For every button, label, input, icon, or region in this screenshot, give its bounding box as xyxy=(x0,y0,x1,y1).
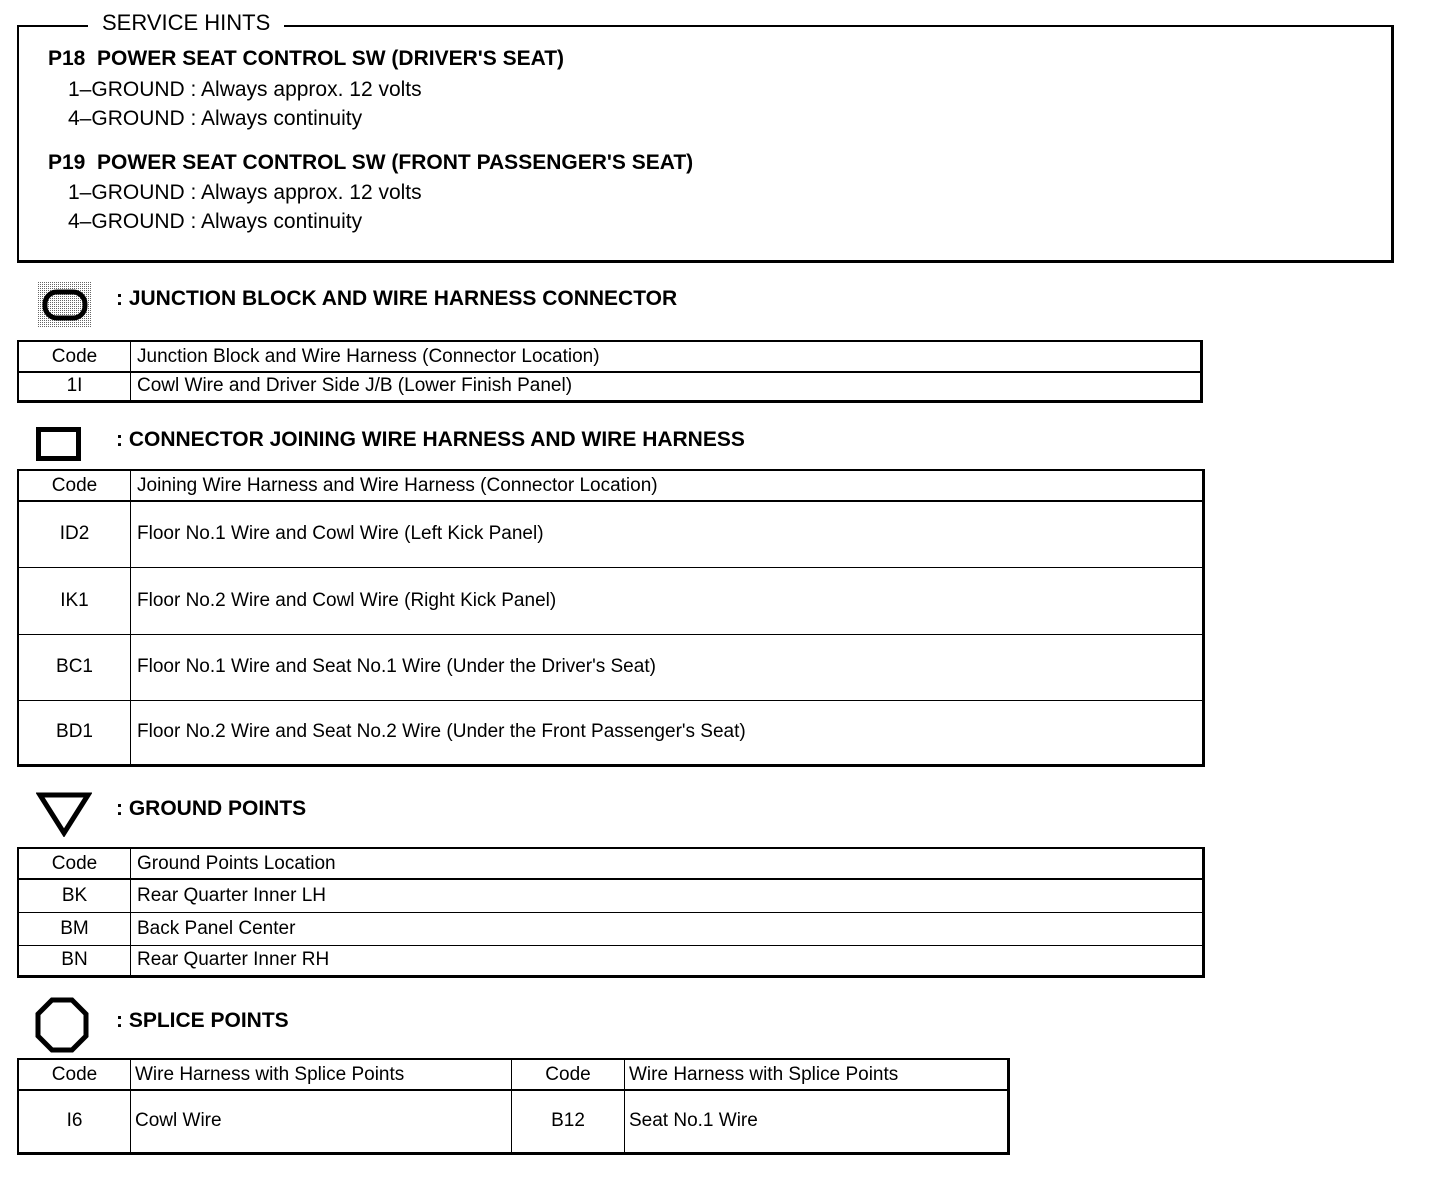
splice-section-title: : SPLICE POINTS xyxy=(116,1009,289,1032)
header-code: Code xyxy=(18,470,131,501)
header-code: Code xyxy=(18,341,131,372)
service-hints-title: SERVICE HINTS xyxy=(88,10,284,36)
cell-harness: Cowl Wire xyxy=(131,1090,512,1153)
table-row xyxy=(18,501,1204,567)
cell-location: Floor No.2 Wire and Cowl Wire (Right Kick Panel) xyxy=(131,567,1204,634)
header-code: Code xyxy=(18,848,131,879)
cell-code: B12 xyxy=(512,1090,625,1153)
cell-code: ID2 xyxy=(18,501,131,567)
splice-table xyxy=(17,1058,1010,1155)
header-code: Code xyxy=(512,1059,625,1090)
hint-line: 1–GROUND : Always approx. 12 volts xyxy=(68,181,422,204)
table-row xyxy=(18,945,1204,976)
header-location: Junction Block and Wire Harness (Connector Location) xyxy=(131,341,1202,372)
ground-table xyxy=(17,847,1205,978)
table-row xyxy=(18,567,1204,634)
cell-location: Back Panel Center xyxy=(131,912,1204,945)
ground-triangle-icon xyxy=(36,791,92,837)
header-harness: Wire Harness with Splice Points xyxy=(131,1059,512,1090)
header-code: Code xyxy=(18,1059,131,1090)
splice-octagon-icon xyxy=(35,997,89,1053)
table-row xyxy=(18,634,1204,700)
cell-harness: Seat No.1 Wire xyxy=(625,1090,1009,1153)
cell-code: BK xyxy=(18,879,131,912)
junction-block-icon xyxy=(38,282,92,328)
cell-location: Rear Quarter Inner RH xyxy=(131,945,1204,976)
hint-heading-p18: P18 POWER SEAT CONTROL SW (DRIVER'S SEAT) xyxy=(48,47,565,70)
hint-heading-p19: P19 POWER SEAT CONTROL SW (FRONT PASSENGER'S SEAT) xyxy=(48,151,694,174)
hint-line: 4–GROUND : Always continuity xyxy=(68,210,363,233)
cell-code: BM xyxy=(18,912,131,945)
table-row xyxy=(18,372,1202,401)
junction-section-title: : JUNCTION BLOCK AND WIRE HARNESS CONNECTOR xyxy=(116,287,678,310)
cell-code: 1I xyxy=(18,372,131,401)
junction-table xyxy=(17,340,1203,403)
cell-code: BC1 xyxy=(18,634,131,700)
table-row xyxy=(18,700,1204,765)
cell-code: IK1 xyxy=(18,567,131,634)
cell-location: Floor No.2 Wire and Seat No.2 Wire (Under the Front Passenger's Seat) xyxy=(131,700,1204,765)
connector-section-title: : CONNECTOR JOINING WIRE HARNESS AND WIRE HARNESS xyxy=(116,428,745,451)
cell-code: BN xyxy=(18,945,131,976)
ground-section-title: : GROUND POINTS xyxy=(116,797,307,820)
cell-code: I6 xyxy=(18,1090,131,1153)
header-harness: Wire Harness with Splice Points xyxy=(625,1059,1009,1090)
table-row xyxy=(18,879,1204,912)
cell-location: Cowl Wire and Driver Side J/B (Lower Finish Panel) xyxy=(131,372,1202,401)
connector-icon xyxy=(36,427,82,462)
header-location: Ground Points Location xyxy=(131,848,1204,879)
cell-location: Floor No.1 Wire and Cowl Wire (Left Kick Panel) xyxy=(131,501,1204,567)
table-row xyxy=(18,1090,1009,1153)
hint-line: 1–GROUND : Always approx. 12 volts xyxy=(68,78,422,101)
connector-table xyxy=(17,469,1205,767)
cell-code: BD1 xyxy=(18,700,131,765)
header-location: Joining Wire Harness and Wire Harness (Connector Location) xyxy=(131,470,1204,501)
cell-location: Floor No.1 Wire and Seat No.1 Wire (Under the Driver's Seat) xyxy=(131,634,1204,700)
table-row xyxy=(18,912,1204,945)
hint-line: 4–GROUND : Always continuity xyxy=(68,107,363,130)
cell-location: Rear Quarter Inner LH xyxy=(131,879,1204,912)
